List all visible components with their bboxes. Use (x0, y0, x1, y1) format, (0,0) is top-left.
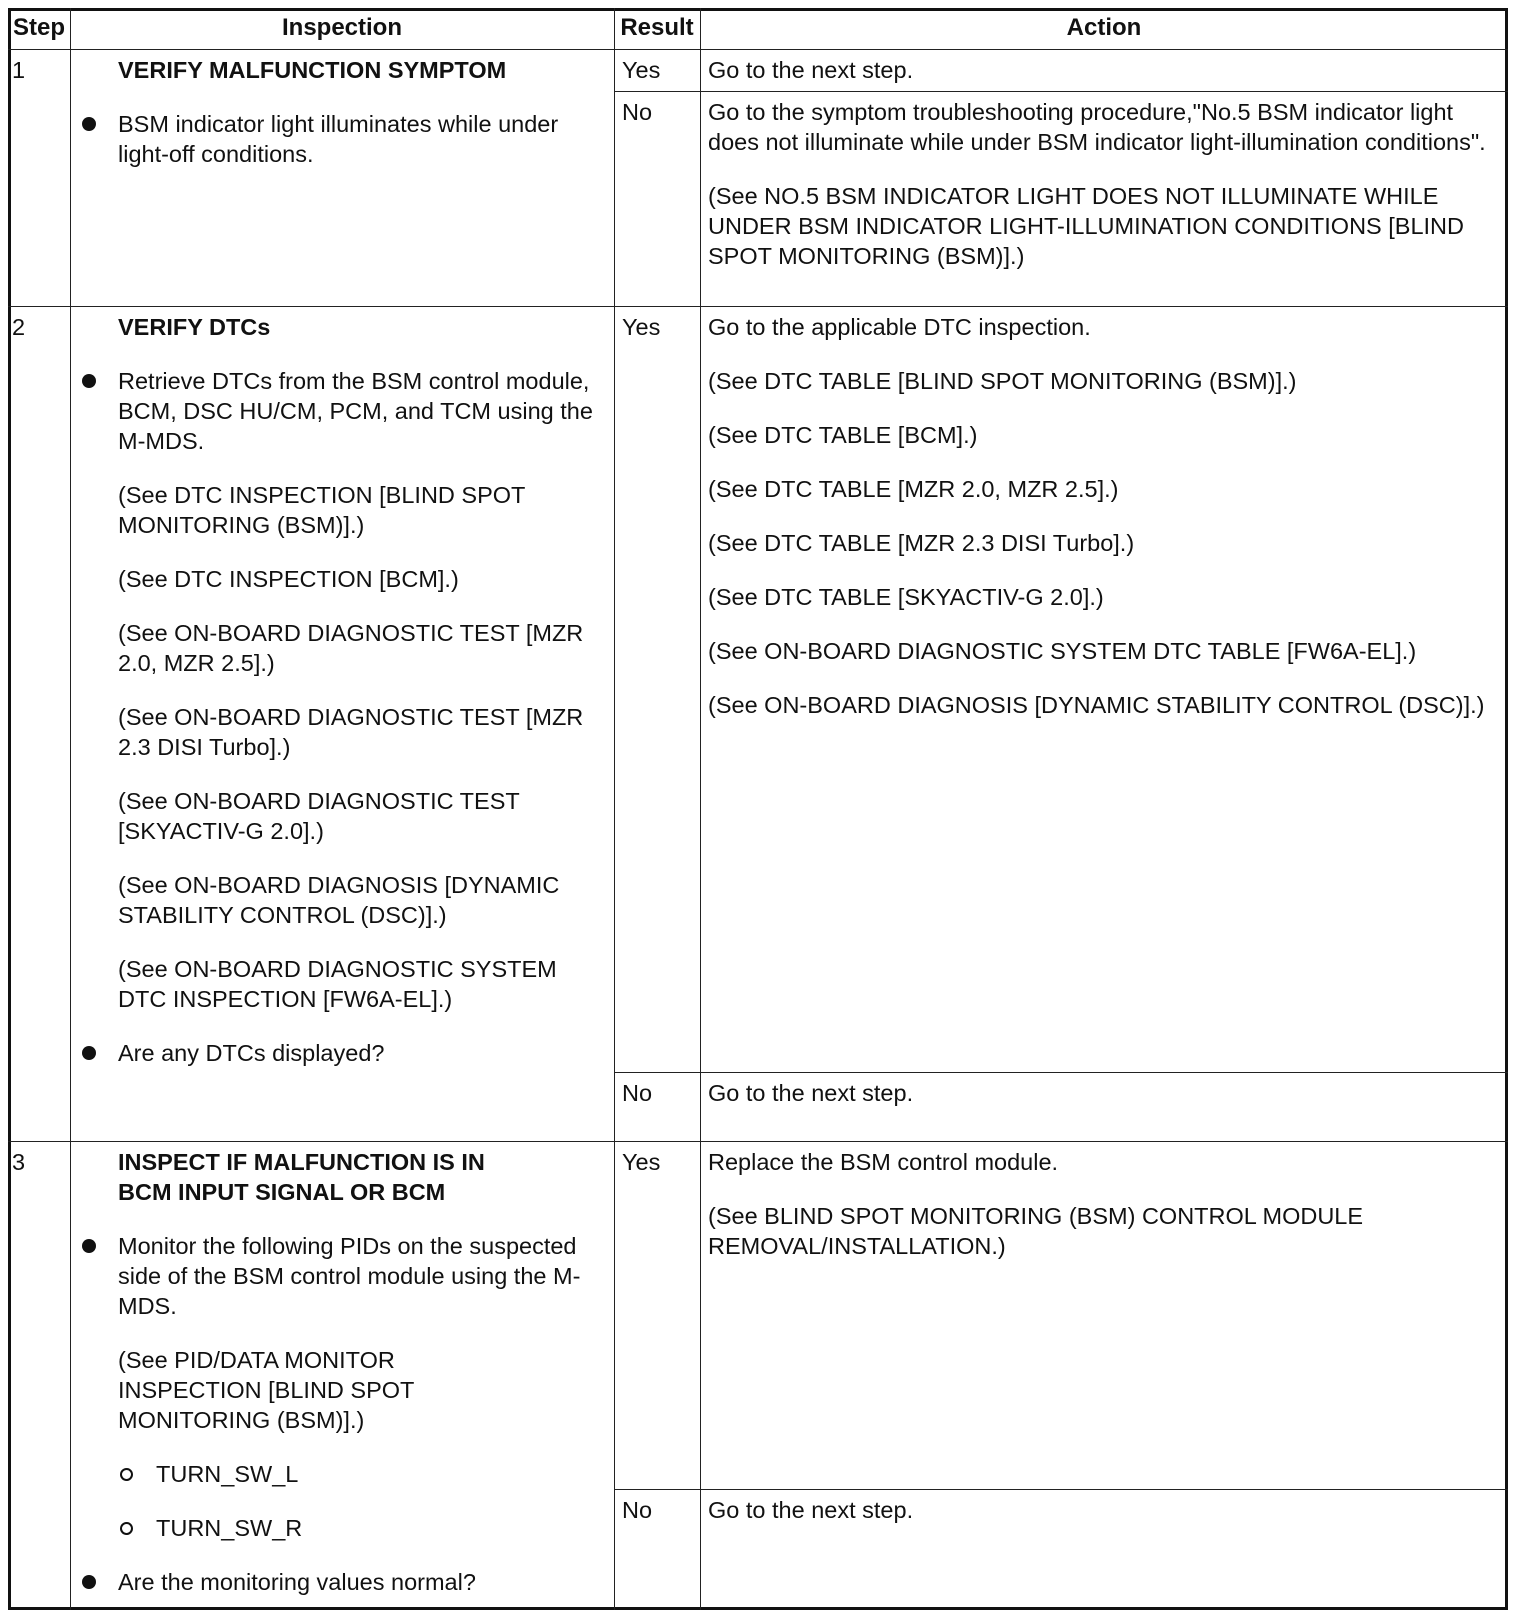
step-number: 2 (12, 314, 26, 340)
inspection-cell (80, 312, 600, 1092)
result-yes: Yes (622, 314, 661, 340)
action-reference: (See BLIND SPOT MONITORING (BSM) CONTROL MODULE REMOVAL/INSTALLATION.) (708, 1203, 1364, 1259)
bullet-item (80, 1038, 600, 1068)
bullet-item (80, 1567, 600, 1597)
action-no: Go to the next step. (708, 1497, 914, 1523)
bullet-icon (82, 1239, 96, 1253)
bullet-icon (82, 117, 96, 131)
row-divider (8, 306, 1508, 307)
action-text: Go to the applicable DTC inspection. (708, 314, 1091, 340)
row-divider (8, 1141, 1508, 1142)
header-divider (8, 49, 1508, 50)
action-reference: (See DTC TABLE [BCM].) (708, 422, 978, 448)
column-divider (614, 8, 615, 1610)
action-reference: (See DTC TABLE [MZR 2.0, MZR 2.5].) (708, 476, 1119, 502)
action-yes (708, 1147, 1498, 1285)
inspection-reference: (See ON-BOARD DIAGNOSTIC TEST [MZR 2.3 DISI Turbo].) (118, 704, 584, 760)
result-yes: Yes (622, 1149, 661, 1175)
sub-item (118, 1459, 600, 1489)
inspection-cell (80, 1147, 600, 1621)
sub-list (80, 1459, 600, 1543)
action-reference: (See DTC TABLE [MZR 2.3 DISI Turbo].) (708, 530, 1135, 556)
step-number: 3 (12, 1149, 26, 1175)
action-no (708, 97, 1498, 295)
inspection-reference: (See ON-BOARD DIAGNOSTIC SYSTEM DTC INSPECTION [FW6A-EL].) (118, 956, 557, 1012)
bullet-text: Retrieve DTCs from the BSM control module, BCM, DSC HU/CM, PCM, and TCM using the M-MDS. (118, 368, 593, 454)
header-result: Result (620, 14, 694, 41)
action-reference: (See DTC TABLE [BLIND SPOT MONITORING (BSM)].) (708, 368, 1297, 394)
inspection-reference: (See ON-BOARD DIAGNOSTIC TEST [SKYACTIV-G 2.0].) (118, 788, 520, 844)
inspection-cell (80, 55, 600, 193)
inspection-reference: (See DTC INSPECTION [BLIND SPOT MONITORING (BSM)].) (118, 482, 525, 538)
action-reference: (See DTC TABLE [SKYACTIV-G 2.0].) (708, 584, 1104, 610)
inspection-reference: (See ON-BOARD DIAGNOSIS [DYNAMIC STABILITY CONTROL (DSC)].) (118, 872, 560, 928)
circle-bullet-icon (120, 1522, 133, 1535)
header-step: Step (12, 14, 65, 41)
sub-item-text: TURN_SW_R (156, 1515, 303, 1541)
header-action: Action (1066, 14, 1142, 41)
action-text: Go to the symptom troubleshooting procedure,"No.5 BSM indicator light does not illuminate while under BSM indicator light-illumination conditions". (708, 99, 1486, 155)
procedure-table (8, 8, 1510, 1614)
action-yes: Go to the next step. (708, 57, 914, 83)
bullet-item (80, 366, 600, 456)
sub-item-text: TURN_SW_L (156, 1461, 299, 1487)
column-divider (700, 8, 701, 1610)
bullet-item (80, 109, 600, 169)
inspection-reference: (See DTC INSPECTION [BCM].) (118, 566, 459, 592)
result-yes: Yes (622, 57, 661, 83)
bullet-item (80, 1231, 600, 1321)
inspection-reference: (See ON-BOARD DIAGNOSTIC TEST [MZR 2.0, MZR 2.5].) (118, 620, 584, 676)
bullet-text: BSM indicator light illuminates while under light-off conditions. (118, 111, 559, 167)
step-number: 1 (12, 57, 26, 83)
bullet-icon (82, 1575, 96, 1589)
bullet-text: Monitor the following PIDs on the suspected side of the BSM control module using the M-MDS. (118, 1233, 581, 1319)
column-divider (70, 8, 71, 1610)
result-divider (614, 91, 1508, 92)
result-no: No (622, 99, 653, 125)
bullet-text: Are any DTCs displayed? (118, 1040, 385, 1066)
sub-item (118, 1513, 600, 1543)
header-inspection: Inspection (281, 14, 402, 41)
inspection-title: INSPECT IF MALFUNCTION IS IN BCM INPUT SIGNAL OR BCM (118, 1149, 485, 1205)
action-yes (708, 312, 1498, 744)
circle-bullet-icon (120, 1468, 133, 1481)
action-reference: (See ON-BOARD DIAGNOSTIC SYSTEM DTC TABLE [FW6A-EL].) (708, 638, 1417, 664)
bullet-icon (82, 374, 96, 388)
result-no: No (622, 1497, 653, 1523)
bullet-icon (82, 1046, 96, 1060)
inspection-title: VERIFY DTCs (118, 314, 271, 340)
bullet-text: Are the monitoring values normal? (118, 1569, 476, 1595)
action-text: Replace the BSM control module. (708, 1149, 1059, 1175)
inspection-reference: (See PID/DATA MONITOR INSPECTION [BLIND SPOT MONITORING (BSM)].) (118, 1347, 414, 1433)
action-reference: (See ON-BOARD DIAGNOSIS [DYNAMIC STABILITY CONTROL (DSC)].) (708, 692, 1485, 718)
result-divider (614, 1489, 1508, 1490)
result-no: No (622, 1080, 653, 1106)
action-no: Go to the next step. (708, 1080, 914, 1106)
inspection-title: VERIFY MALFUNCTION SYMPTOM (118, 57, 507, 83)
action-reference: (See NO.5 BSM INDICATOR LIGHT DOES NOT ILLUMINATE WHILE UNDER BSM INDICATOR LIGHT-ILLUMINATION CONDITIONS [BLIND SPOT MONITORING (BSM)].) (708, 183, 1464, 269)
result-divider (614, 1072, 1508, 1073)
